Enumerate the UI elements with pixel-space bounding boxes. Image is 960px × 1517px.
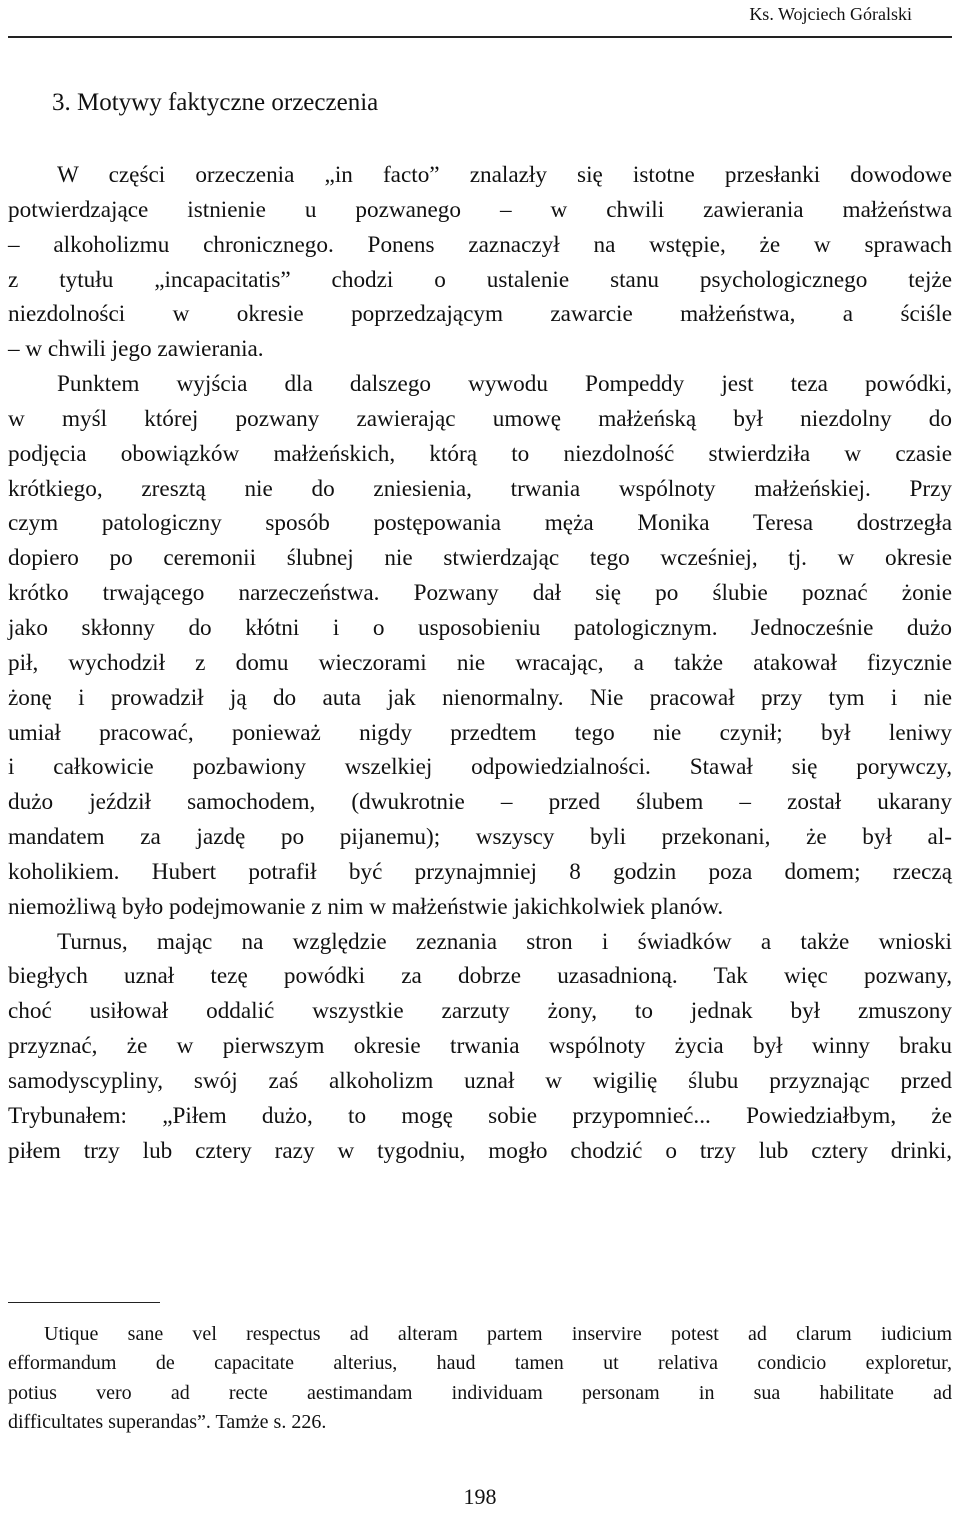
body-line: piłem trzy lub cztery razy w tygodniu, mogło chodzić o trzy lub cztery drinki, — [8, 1137, 952, 1164]
body-line: podjęcia obowiązków małżeńskich, którą to niezdolność stwierdziła w czasie — [8, 440, 952, 467]
body-line: W części orzeczenia „in facto” znalazły się istotne przesłanki dowodowe — [57, 162, 952, 188]
body-line: potwierdzające istnienie u pozwanego – w chwili zawierania małżeństwa — [8, 196, 952, 223]
body-line: pił, wychodził z domu wieczorami nie wracając, a także atakował fizycznie — [8, 649, 952, 676]
body-line: koholikiem. Hubert potrafił być przynajmniej 8 godzin poza domem; rzeczą — [8, 858, 952, 885]
body-line: Punktem wyjścia dla dalszego wywodu Pompeddy jest teza powódki, — [57, 371, 952, 398]
body-line: – w chwili jego zawierania. — [8, 336, 264, 363]
footnote-rule — [8, 1302, 160, 1303]
body-line: jako skłonny do kłótni i o usposobieniu patologicznym. Jednocześnie dużo — [8, 614, 952, 641]
footnote-line: difficultates superandas”. Tamże s. 226. — [8, 1410, 327, 1433]
body-text — [8, 158, 952, 1168]
body-line: niezdolności w okresie poprzedzającym zawarcie małżeństwa, a ściśle — [8, 301, 952, 328]
body-line: przyznać, że w pierwszym okresie trwania wspólnoty życia był winny braku — [8, 1033, 952, 1060]
body-line: krótkiego, zresztą nie do zniesienia, trwania wspólnoty małżeńskiej. Przy — [8, 475, 952, 502]
body-line: czym patologiczny sposób postępowania męża Monika Teresa dostrzegła — [8, 510, 952, 537]
body-line: choć usiłował oddalić wszystkie zarzuty żony, to jednak był zmuszony — [8, 998, 952, 1025]
body-line: żonę i prowadził ją do auta jak nienormalny. Nie pracował przy tym i nie — [8, 684, 952, 711]
footnote-line: potius vero ad recte aestimandam individuam personam in sua habilitate ad — [8, 1381, 952, 1404]
body-line: i całkowicie pozbawiony wszelkiej odpowiedzialności. Stawał się porywczy, — [8, 754, 952, 781]
body-line: niemożliwą było podejmowanie z nim w małżeństwie jakichkolwiek planów. — [8, 893, 724, 920]
body-line: w myśl której pozwany zawierając umowę małżeńską był niezdolny do — [8, 405, 952, 432]
section-title: 3. Motywy faktyczne orzeczenia — [52, 89, 379, 116]
footnote — [8, 1320, 952, 1437]
body-line: krótko trwającego narzeczeństwa. Pozwany dał się po ślubie poznać żonie — [8, 580, 952, 607]
body-line: dużo jeździł samochodem, (dwukrotnie – przed ślubem – został ukarany — [8, 789, 952, 816]
body-line: umiał pracować, ponieważ nigdy przedtem tego nie czynił; był leniwy — [8, 719, 952, 746]
body-line: z tytułu „incapacitatis” chodzi o ustalenie stanu psychologicznego tejże — [8, 266, 952, 293]
body-line: Turnus, mając na względzie zeznania stron i świadków a także wnioski — [57, 928, 952, 955]
header-rule — [8, 36, 952, 38]
footnote-line: Utique sane vel respectus ad alteram partem inservire potest ad clarum iudicium — [44, 1323, 952, 1345]
body-line: – alkoholizmu chronicznego. Ponens zaznaczył na wstępie, że w sprawach — [8, 231, 952, 258]
running-title: Ks. Wojciech Góralski — [749, 4, 912, 24]
body-line: mandatem za jazdę po pijanemu); wszyscy byli przekonani, że był al- — [8, 824, 952, 851]
body-line: Trybunałem: „Piłem dużo, to mogę sobie przypomnieć... Powiedziałbym, że — [8, 1102, 952, 1129]
body-line: dopiero po ceremonii ślubnej nie stwierdzając tego wcześniej, tj. w okresie — [8, 545, 952, 572]
footnote-line: efformandum de capacitate alterius, haud tamen ut relativa condicio exploretur, — [8, 1352, 952, 1375]
body-line: samodyscypliny, swój zaś alkoholizm uznał w wigilię ślubu przyznając przed — [8, 1067, 952, 1094]
body-line: biegłych uznał tezę powódki za dobrze uzasadnioną. Tak więc pozwany, — [8, 963, 952, 990]
page-number: 198 — [463, 1484, 497, 1509]
